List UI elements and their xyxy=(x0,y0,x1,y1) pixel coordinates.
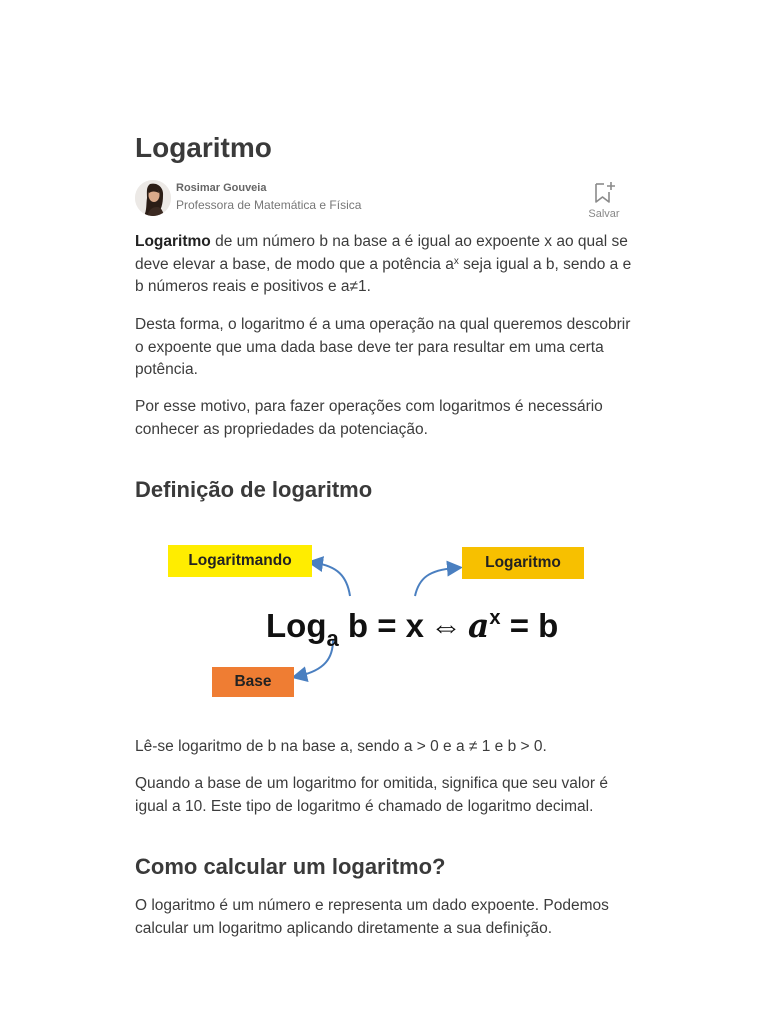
paragraph-3: Por esse motivo, para fazer operações com logaritmos é necessário conhecer as propriedades da potenciação. xyxy=(135,398,603,438)
author-role: Professora de Matemática e Física xyxy=(176,198,362,212)
paragraph-5: Quando a base de um logaritmo for omitida, significa que seu valor é igual a 10. Este tipo de logaritmo é chamado de logaritmo decimal. xyxy=(135,775,609,815)
intro-text-1: de um número b na base a é igual ao expoente x ao qual se deve elevar a base, de modo que a potência a xyxy=(135,233,628,273)
intro-text-2: seja igual a b, sendo a e b números reais e positivos e a≠1. xyxy=(135,255,632,295)
paragraph-2: Desta forma, o logaritmo é a uma operação na qual queremos descobrir o expoente que uma dada base deve ter para resultar em uma certa potência. xyxy=(135,316,631,378)
arrow-to-logaritmo xyxy=(415,568,455,596)
label-logaritmo: Logaritmo xyxy=(462,547,584,579)
formula-base-subscript: a xyxy=(326,626,339,651)
paragraph-4: Lê-se logaritmo de b na base a, sendo a > 0 e a ≠ 1 e b > 0. xyxy=(135,738,547,755)
formula-iff-symbol: ⇔ xyxy=(430,608,463,644)
section-title-definicao: Definição de logaritmo xyxy=(135,477,373,502)
save-label: Salvar xyxy=(588,208,620,220)
formula-right-rest: = b xyxy=(500,607,559,644)
bookmark-plus-icon xyxy=(594,181,616,210)
logarithm-definition-figure xyxy=(165,536,590,706)
formula-log: Log xyxy=(266,607,327,644)
author-name[interactable]: Rosimar Gouveia xyxy=(176,182,267,194)
intro-bold-term: Logaritmo xyxy=(135,233,211,250)
intro-superscript: x xyxy=(453,255,459,267)
intro-paragraph xyxy=(135,231,635,299)
avatar[interactable] xyxy=(135,180,171,216)
author-block xyxy=(135,179,625,219)
formula-expression xyxy=(266,598,558,659)
paragraph-6: O logaritmo é um número e representa um dado expoente. Podemos calcular um logaritmo aplicando diretamente a sua definição. xyxy=(135,897,609,937)
formula-left-rest: b = x xyxy=(338,607,425,644)
arrow-to-logaritmando xyxy=(315,563,350,596)
save-button[interactable] xyxy=(585,179,623,223)
label-logaritmando: Logaritmando xyxy=(168,545,312,577)
page-title: Logaritmo xyxy=(135,132,272,163)
formula-exponent: x xyxy=(489,607,501,629)
label-base: Base xyxy=(212,667,294,697)
section-title-como-calcular: Como calcular um logaritmo? xyxy=(135,854,446,879)
formula-power-base: a xyxy=(468,606,490,645)
